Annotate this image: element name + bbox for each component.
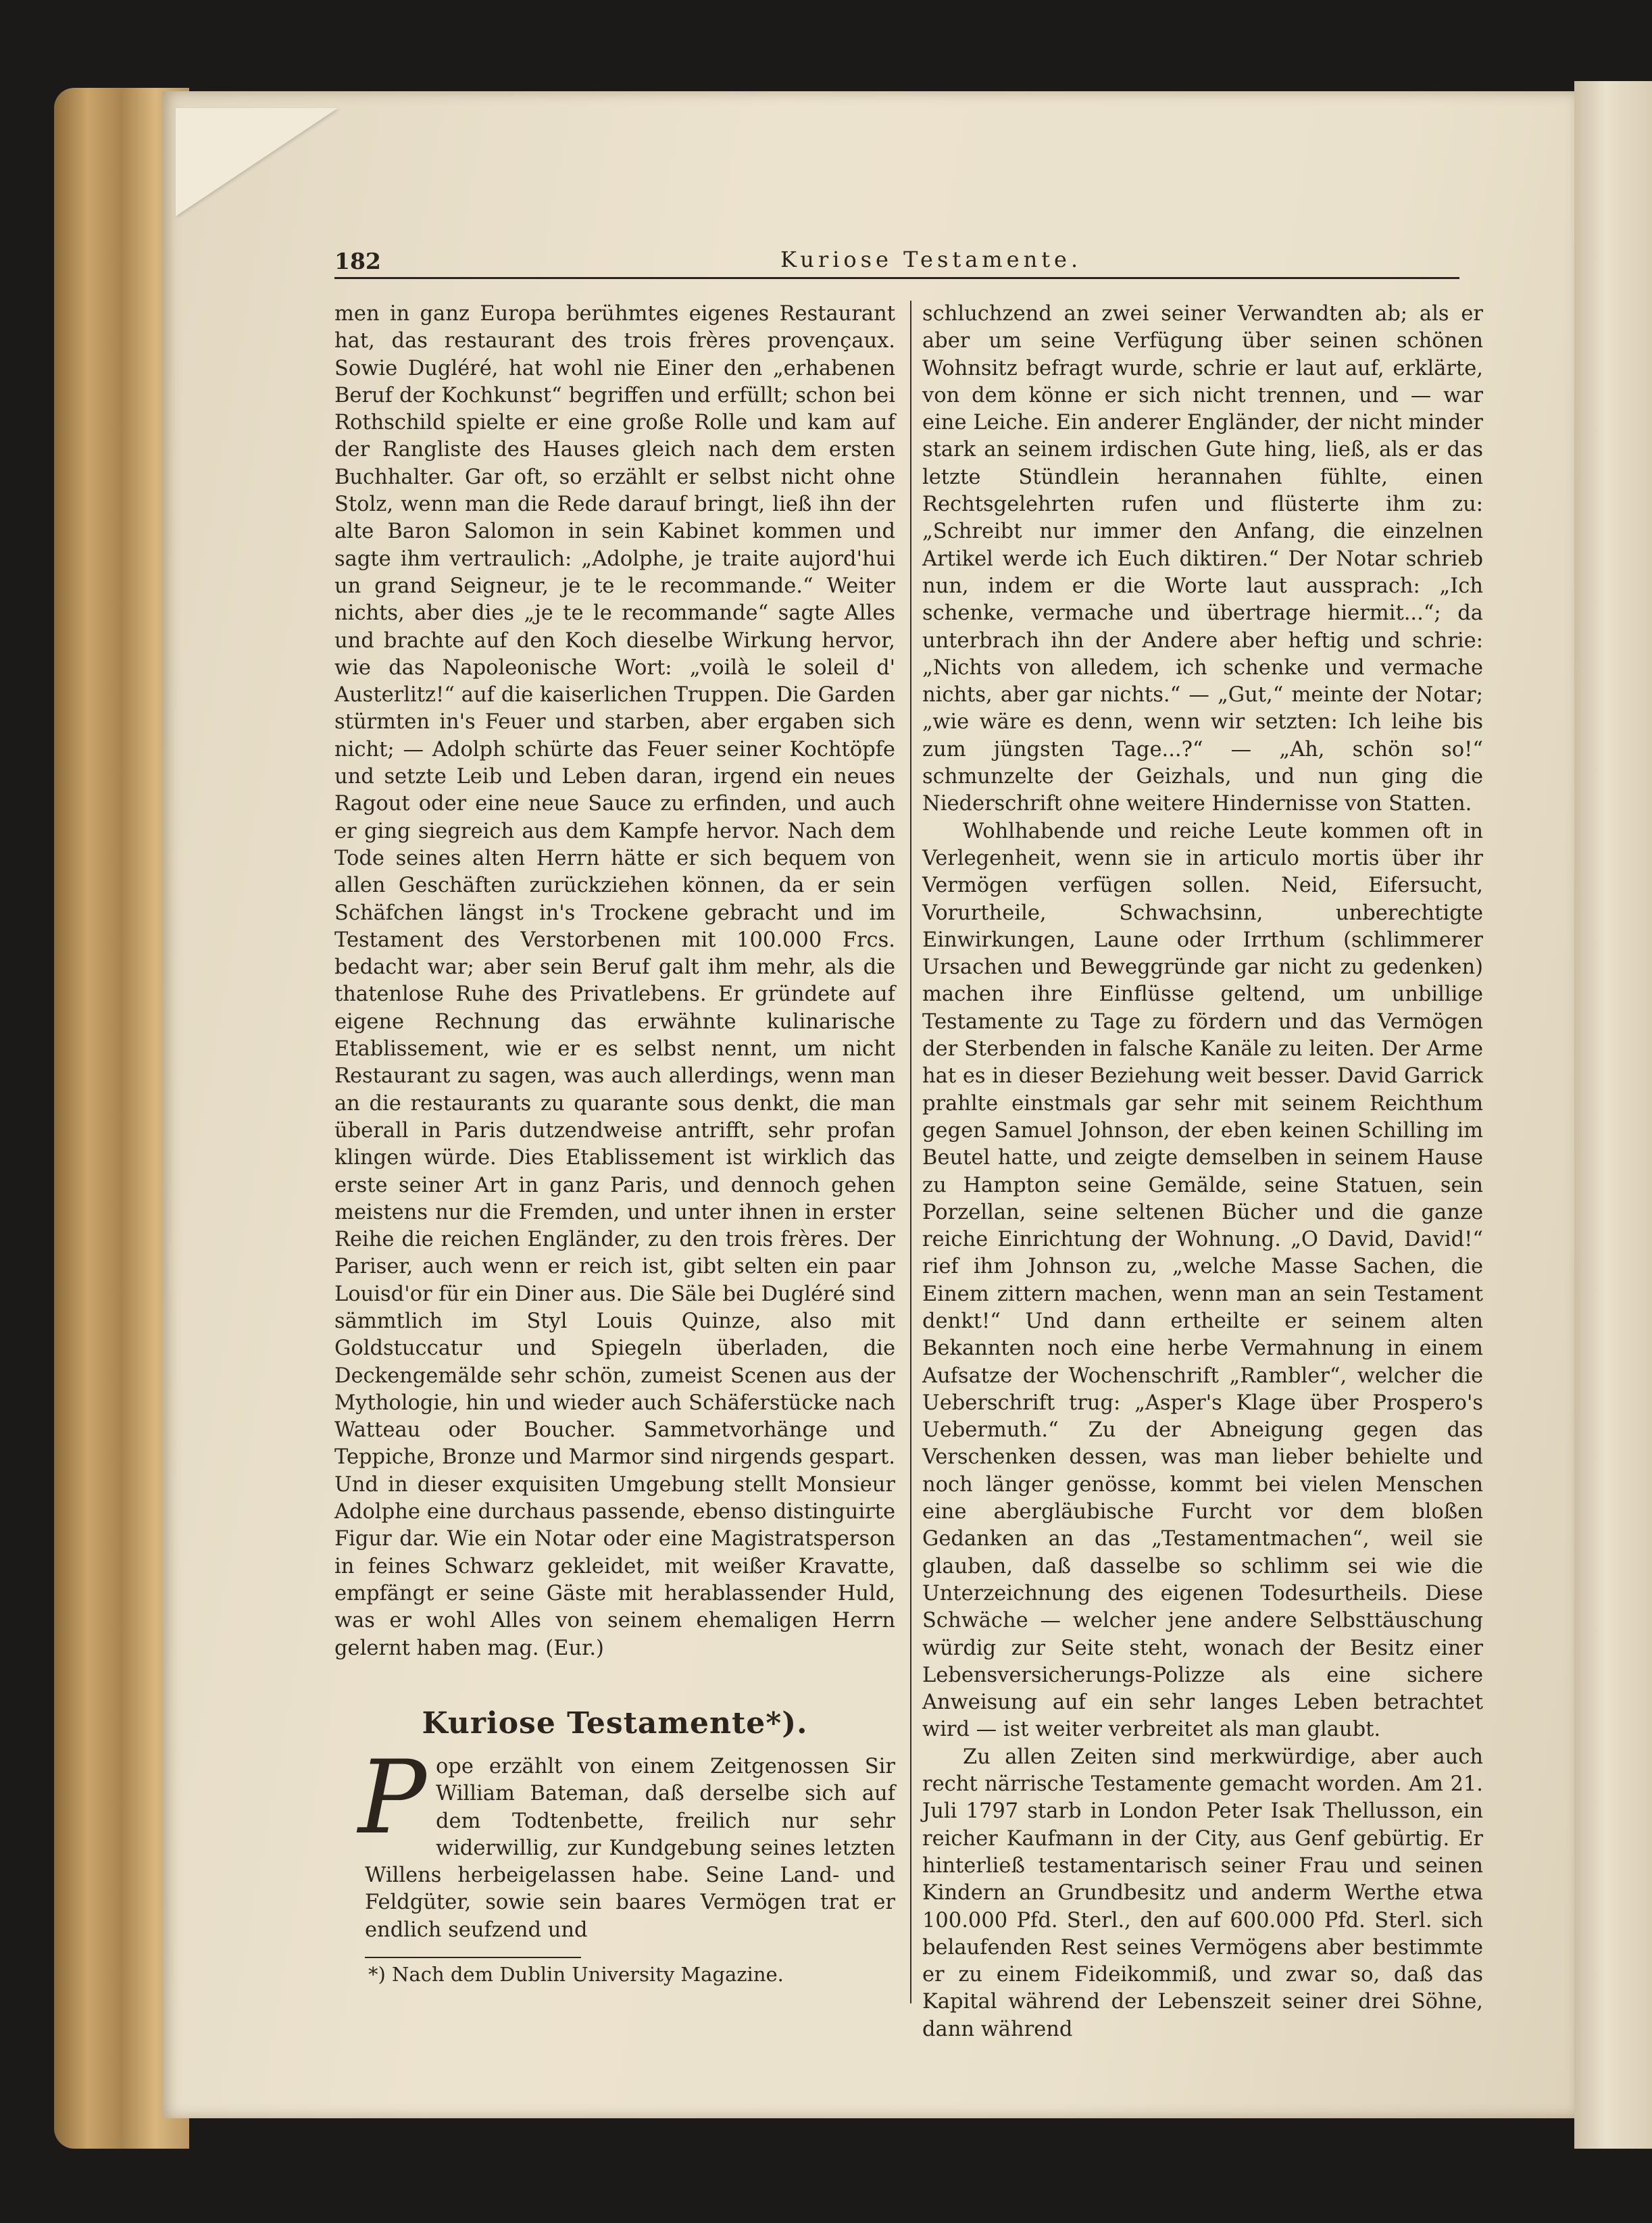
- footnote: *) Nach dem Dublin University Magazine.: [368, 1963, 784, 1986]
- folded-page-corner: [176, 108, 338, 216]
- right-paragraph-2: Wohlhabende und reiche Leute kommen oft in Verlegenheit, wenn sie in articulo mortis über ihr Vermögen verfügen sollen. Neid, Eifersucht, Vorurtheile, Schwachsinn, unberechtigte Einwirkungen, Laune oder Irrthum (schlimmerer Ursachen und Beweggründe gar nicht zu gedenken) machen ihre Einflüsse geltend, um unbillige Testamente zu Tage zu fördern und das Vermögen der Sterbenden in falsche Kanäle zu leiten. Der Arme hat es in dieser Beziehung weit besser. David Garrick prahlte einstmals gar sehr mit seinem Reichthum gegen Samuel Johnson, der eben keinen Schilling im Beutel hatte, und zeigte demselben in seinem Hause zu Hampton seine Gemälde, seine Statuen, sein Porzellan, seine seltenen Bücher und die ganze reiche Einrichtung der Wohnung. „O David, David!“ rief ihm Johnson zu, „welche Masse Sachen, die Einem zittern machen, wenn man an sein Testament denkt!“ Und dann ertheilte er seinem alten Bekannten noch eine herbe Vermahnung in einem Aufsatze der Wochenschrift „Rambler“, welcher die Ueberschrift trug: „Asper's Klage über Prospero's Uebermuth.“ Zu der Abneigung gegen das Verschenken dessen, was man lieber behielte und noch länger genösse, kommt bei vielen Menschen eine abergläubische Furcht vor dem bloßen Gedanken an das „Testamentmachen“, weil sie glauben, daß dasselbe so schlimm sei wie die Unterzeichnung des eigenen Todesurtheils. Diese Schwäche — welcher jene andere Selbsttäuschung würdig zur Seite steht, wonach der Besitz einer Lebensversicherungs-Polizze als eine sichere Anweisung auf ein sehr langes Leben betrachtet wird — ist weiter verbreitet als man glaubt.: [922, 819, 1483, 1742]
- footnote-rule: [365, 1957, 581, 1958]
- page-number: 182: [334, 248, 381, 274]
- right-paragraph-1: schluchzend an zwei seiner Verwandten ab; als er aber um seine Verfügung über seinen schönen Wohnsitz befragt wurde, schrie er laut auf, erklärte, von dem könne er sich nicht trennen, und — war eine Leiche. Ein anderer Engländer, der nicht minder stark an seinem irdischen Gute hing, ließ, als er das letzte Stündlein herannahen fühlte, einen Rechtsgelehrten rufen und flüsterte ihm zu: „Schreibt nur immer den Anfang, die einzelnen Artikel werde ich Euch diktiren.“ Der Notar schrieb nun, indem er die Worte laut aussprach: „Ich schenke, vermache und übertrage hiermit...“; da unterbrach ihn der Andere aber heftig und schrie: „Nichts von alledem, ich schenke und vermache nichts, aber gar nichts.“ — „Gut,“ meinte der Notar; „wie wäre es denn, wenn wir setzten: Ich leihe bis zum jüngsten Tage...?“ — „Ah, schön so!“ schmunzelte der Geizhals, und nun ging die Niederschrift ohne weitere Hindernisse von Statten.: [922, 302, 1483, 816]
- page-header: [334, 247, 1459, 279]
- drop-cap: P: [358, 1739, 426, 1857]
- section-body: [358, 1739, 895, 1944]
- right-column: [922, 301, 1483, 2043]
- section-title: Kuriose Testamente*).: [422, 1706, 808, 1741]
- right-paragraph-3: Zu allen Zeiten sind merkwürdige, aber auch recht närrische Testamente gemacht worden. Am 21. Juli 1797 starb in London Peter Isak Thellusson, ein reicher Kaufmann in der City, aus Genf gebürtig. Er hinterließ testamentarisch seiner Frau und seinen Kindern an Grundbesitz und anderm Werthe etwa 100.000 Pfd. Sterl., den auf 600.000 Pfd. Sterl. sich belaufenden Rest seines Vermögens aber bestimmte er zu einem Fideikommiß, und zwar so, daß das Kapital während der Lebenszeit seiner drei Söhne, dann während: [922, 1745, 1483, 2041]
- left-column: [334, 301, 895, 1662]
- column-divider: [910, 301, 911, 2003]
- left-paragraph: men in ganz Europa berühmtes eigenes Restaurant hat, das restaurant des trois frères provençaux. Sowie Dugléré, hat wohl nie Einer den „erhabenen Beruf der Kochkunst“ begriffen und erfüllt; schon bei Rothschild spielte er eine große Rolle und kam auf der Rangliste des Hauses gleich nach dem ersten Buchhalter. Gar oft, so erzählt er selbst nicht ohne Stolz, wenn man die Rede darauf bringt, ließ ihn der alte Baron Salomon in sein Kabinet kommen und sagte ihm vertraulich: „Adolphe, je traite aujord'hui un grand Seigneur, je te le recommande.“ Weiter nichts, aber dies „je te le recommande“ sagte Alles und brachte auf den Koch dieselbe Wirkung hervor, wie das Napoleonische Wort: „voilà le soleil d' Austerlitz!“ auf die kaiserlichen Truppen. Die Garden stürmten in's Feuer und starben, aber ergaben sich nicht; — Adolph schürte das Feuer seiner Kochtöpfe und setzte Leib und Leben daran, irgend ein neues Ragout oder eine neue Sauce zu erfinden, und auch er ging siegreich aus dem Kampfe hervor. Nach dem Tode seines alten Herrn hätte er sich bequem von allen Geschäften zurückziehen können, da er sein Schäfchen längst in's Trockene gebracht und im Testament des Verstorbenen mit 100.000 Frcs. bedacht war; aber sein Beruf galt ihm mehr, als die thatenlose Ruhe des Privatlebens. Er gründete auf eigene Rechnung das erwähnte kulinarische Etablissement, wie er es selbst nennt, um nicht Restaurant zu sagen, was auch allerdings, wenn man an die restaurants zu quarante sous denkt, die man überall in Paris dutzendweise antrifft, sehr profan klingen würde. Dies Etablissement ist wirklich das erste seiner Art in ganz Paris, und dennoch gehen meistens nur die Fremden, und unter ihnen in erster Reihe die reichen Engländer, zu den trois frères. Der Pariser, auch wenn er reich ist, gibt selten ein paar Louisd'or für ein Diner aus. Die Säle bei Dugléré sind sämmtlich im Styl Louis Quinze, also mit Goldstuccatur und Spiegeln überladen, die Deckengemälde sehr schön, zumeist Scenen aus der Mythologie, hin und wieder auch Schäferstücke nach Watteau oder Boucher. Sammetvorhänge und Teppiche, Bronze und Marmor sind nirgends gespart. Und in dieser exquisiten Umgebung stellt Monsieur Adolphe eine durchaus passende, ebenso distinguirte Figur dar. Wie ein Notar oder eine Magistratsperson in feines Schwarz gekleidet, mit weißer Kravatte, empfängt er seine Gäste mit herablassender Huld, was er wohl Alles von seinem ehemaligen Herrn gelernt haben mag. (Eur.): [334, 302, 895, 1660]
- facing-page-edge: [1574, 81, 1652, 2149]
- running-title: Kuriose Testamente.: [780, 247, 1082, 272]
- section-paragraph: ope erzählt von einem Zeitgenossen Sir William Bateman, daß derselbe sich auf dem Todtenbette, freilich nur sehr widerwillig, zur Kundgebung seines letzten Willens herbeigelassen habe. Seine Land- und Feldgüter, sowie sein baares Vermögen trat er endlich seufzend und: [365, 1755, 895, 1942]
